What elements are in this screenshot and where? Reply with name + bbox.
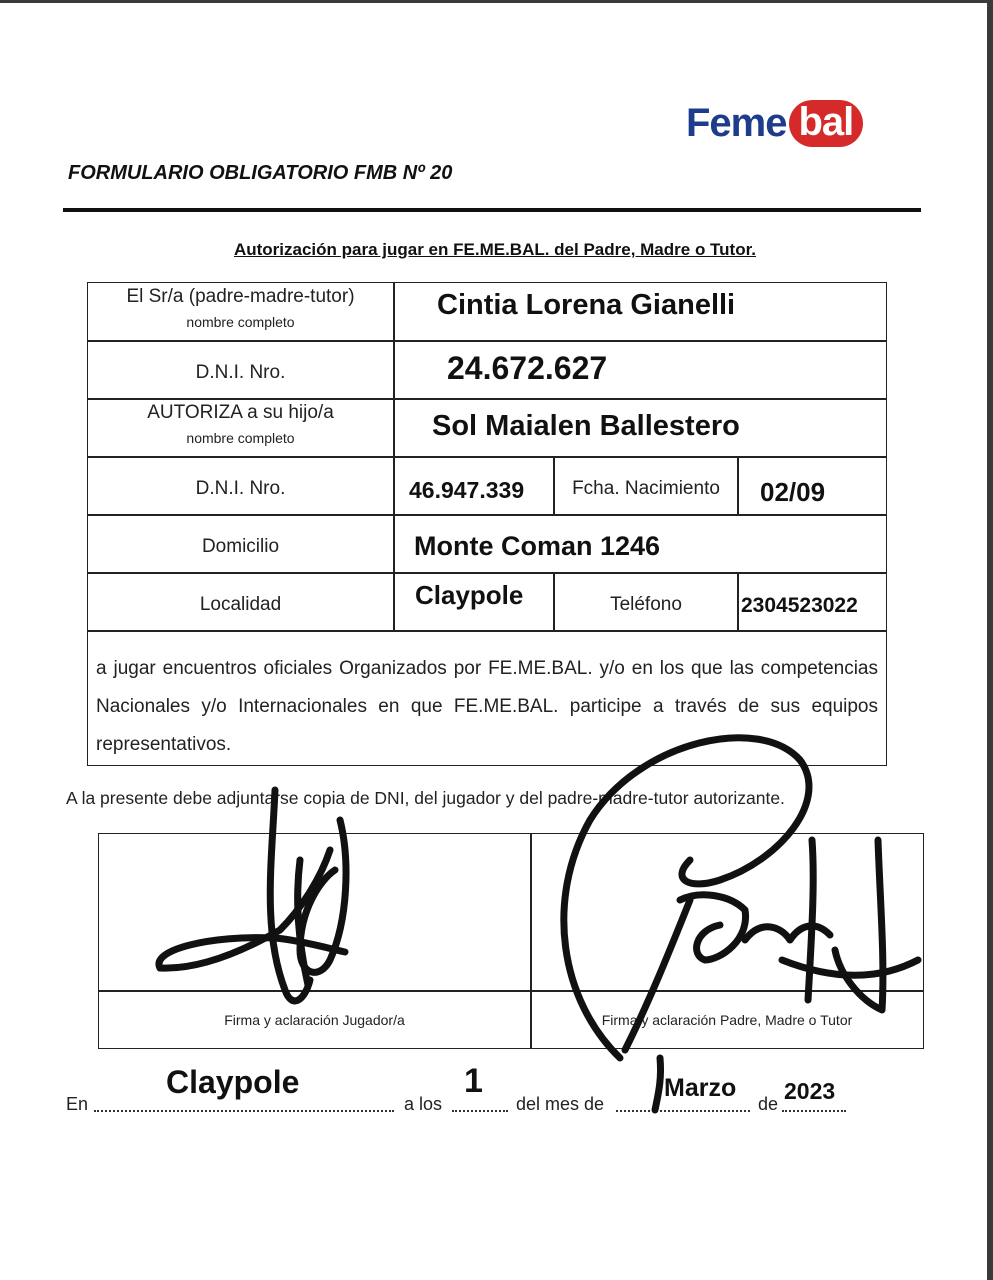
month-value: Marzo [664,1074,737,1102]
parent-name-value: Cintia Lorena Gianelli [437,289,736,321]
address-value: Monte Coman 1246 [414,531,661,561]
child-dni-label: D.N.I. Nro. [195,478,286,499]
day-value: 1 [464,1062,483,1100]
child-label-text: AUTORIZA a su hijo/a [147,402,334,423]
player-signature [159,790,346,1001]
authorization-paragraph: a jugar encuentros oficiales Organizados por FE.ME.BAL. y/o en los que las competencias Nacionales y/o Internacionales en que FE.ME.BAL. participe a través de sus equipos representativos. [96,658,878,755]
player-signature-caption: Firma y aclaración Jugador/a [224,1012,405,1028]
parent-signature [564,738,918,1110]
phone-value: 2304523022 [741,594,858,617]
parent-dni-label: D.N.I. Nro. [195,362,286,383]
right-edge-shadow [987,0,993,1280]
a-los-label: a los [404,1094,443,1114]
parent-dni-value: 24.672.627 [447,350,608,386]
locality-value: Claypole [415,580,524,610]
parent-label-text: El Sr/a (padre-madre-tutor) [126,286,355,307]
birth-date-label: Fcha. Nacimiento [572,478,720,499]
form-subtitle: Autorización para jugar en FE.ME.BAL. del Padre, Madre o Tutor. [233,240,757,259]
locality-label: Localidad [199,594,282,615]
top-edge-shadow [0,0,993,3]
logo-text-part2: bal [789,100,864,147]
place-value: Claypole [166,1064,300,1100]
child-sublabel: nombre completo [186,430,295,446]
birth-date-value: 02/09 [760,477,826,507]
year-value: 2023 [784,1078,836,1104]
logo-text-part1: Feme [686,100,787,145]
en-label: En [66,1094,89,1114]
parent-signature-caption: Firma y aclaración Padre, Madre o Tutor [601,1012,853,1028]
form-title: FORMULARIO OBLIGATORIO FMB Nº 20 [68,162,453,184]
de-label: de [758,1094,779,1114]
mes-label: del mes de [516,1094,605,1114]
child-dni-value: 46.947.339 [409,477,525,503]
phone-label: Teléfono [610,594,682,615]
address-label: Domicilio [201,536,280,557]
attachment-note: A la presente debe adjuntarse copia de DNI, del jugador y del padre-madre-tutor autorizante. [66,788,785,808]
parent-sublabel: nombre completo [186,314,295,330]
child-name-value: Sol Maialen Ballestero [432,410,740,442]
